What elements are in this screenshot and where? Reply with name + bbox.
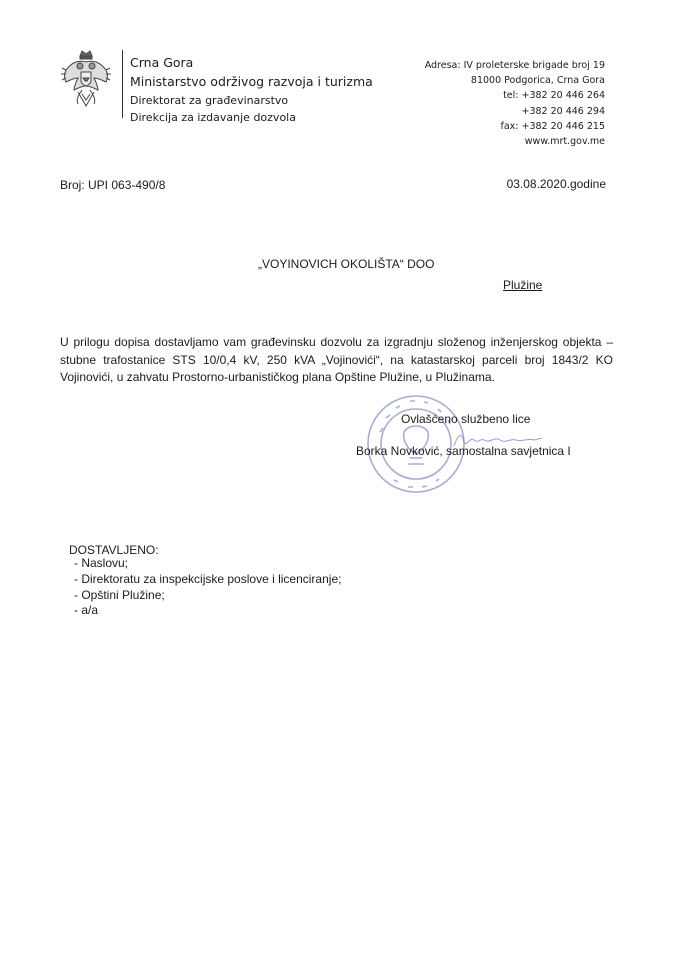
org-division: Direkcija za izdavanje dozvola bbox=[130, 111, 296, 124]
website-link[interactable]: www.mrt.gov.me bbox=[524, 136, 605, 148]
recipient-city: Plužine bbox=[503, 278, 543, 292]
list-item: - Opštini Plužine; bbox=[74, 587, 165, 602]
document-date: 03.08.2020.godine bbox=[506, 177, 606, 191]
list-item: - Naslovu; bbox=[74, 556, 129, 570]
org-ministry: Ministarstvo održivog razvoja i turizma bbox=[130, 74, 373, 89]
distribution-list bbox=[74, 556, 341, 619]
list-item: - a/a bbox=[74, 603, 99, 618]
org-directorate: Direktorat za građevinarstvo bbox=[130, 94, 289, 107]
recipient-name: „VOYINOVICH OKOLIŠTA“ DOO bbox=[258, 257, 435, 271]
signatory-name: Borka Novković, samostalna savjetnica I bbox=[356, 444, 571, 458]
fax: fax: +382 20 446 215 bbox=[500, 120, 605, 132]
phone-1: tel: +382 20 446 264 bbox=[503, 90, 605, 102]
org-country: Crna Gora bbox=[130, 55, 194, 70]
contact-block bbox=[425, 58, 605, 149]
distribution-heading: DOSTAVLJENO: bbox=[69, 543, 159, 557]
reference-number: Broj: UPI 063-490/8 bbox=[60, 178, 166, 192]
organization-block bbox=[130, 54, 373, 126]
address-line-2: 81000 Podgorica, Crna Gora bbox=[470, 75, 605, 87]
list-item: - Direktoratu za inspekcijske poslove i licenciranje; bbox=[74, 571, 342, 586]
montenegro-coat-of-arms-icon bbox=[60, 48, 112, 110]
signatory-title: Ovlašćeno službeno lice bbox=[401, 412, 531, 426]
letter-body: U prilogu dopisa dostavljamo vam građevinsku dozvolu za izgradnju složenog inženjerskog objekta – stubne trafostanice STS 10/0,4 kV, 250 kVA „Vojinovići“, na katastarskoj parceli broj 1843/2 KO Vojinovići, u zahvatu Prostorno-urbanističkog plana Opštine Plužine, u Plužinama. bbox=[60, 335, 613, 384]
address-line-1: Adresa: IV proleterske brigade broj 19 bbox=[424, 60, 605, 71]
phone-2: +382 20 446 294 bbox=[521, 105, 605, 117]
header-divider bbox=[122, 50, 123, 118]
